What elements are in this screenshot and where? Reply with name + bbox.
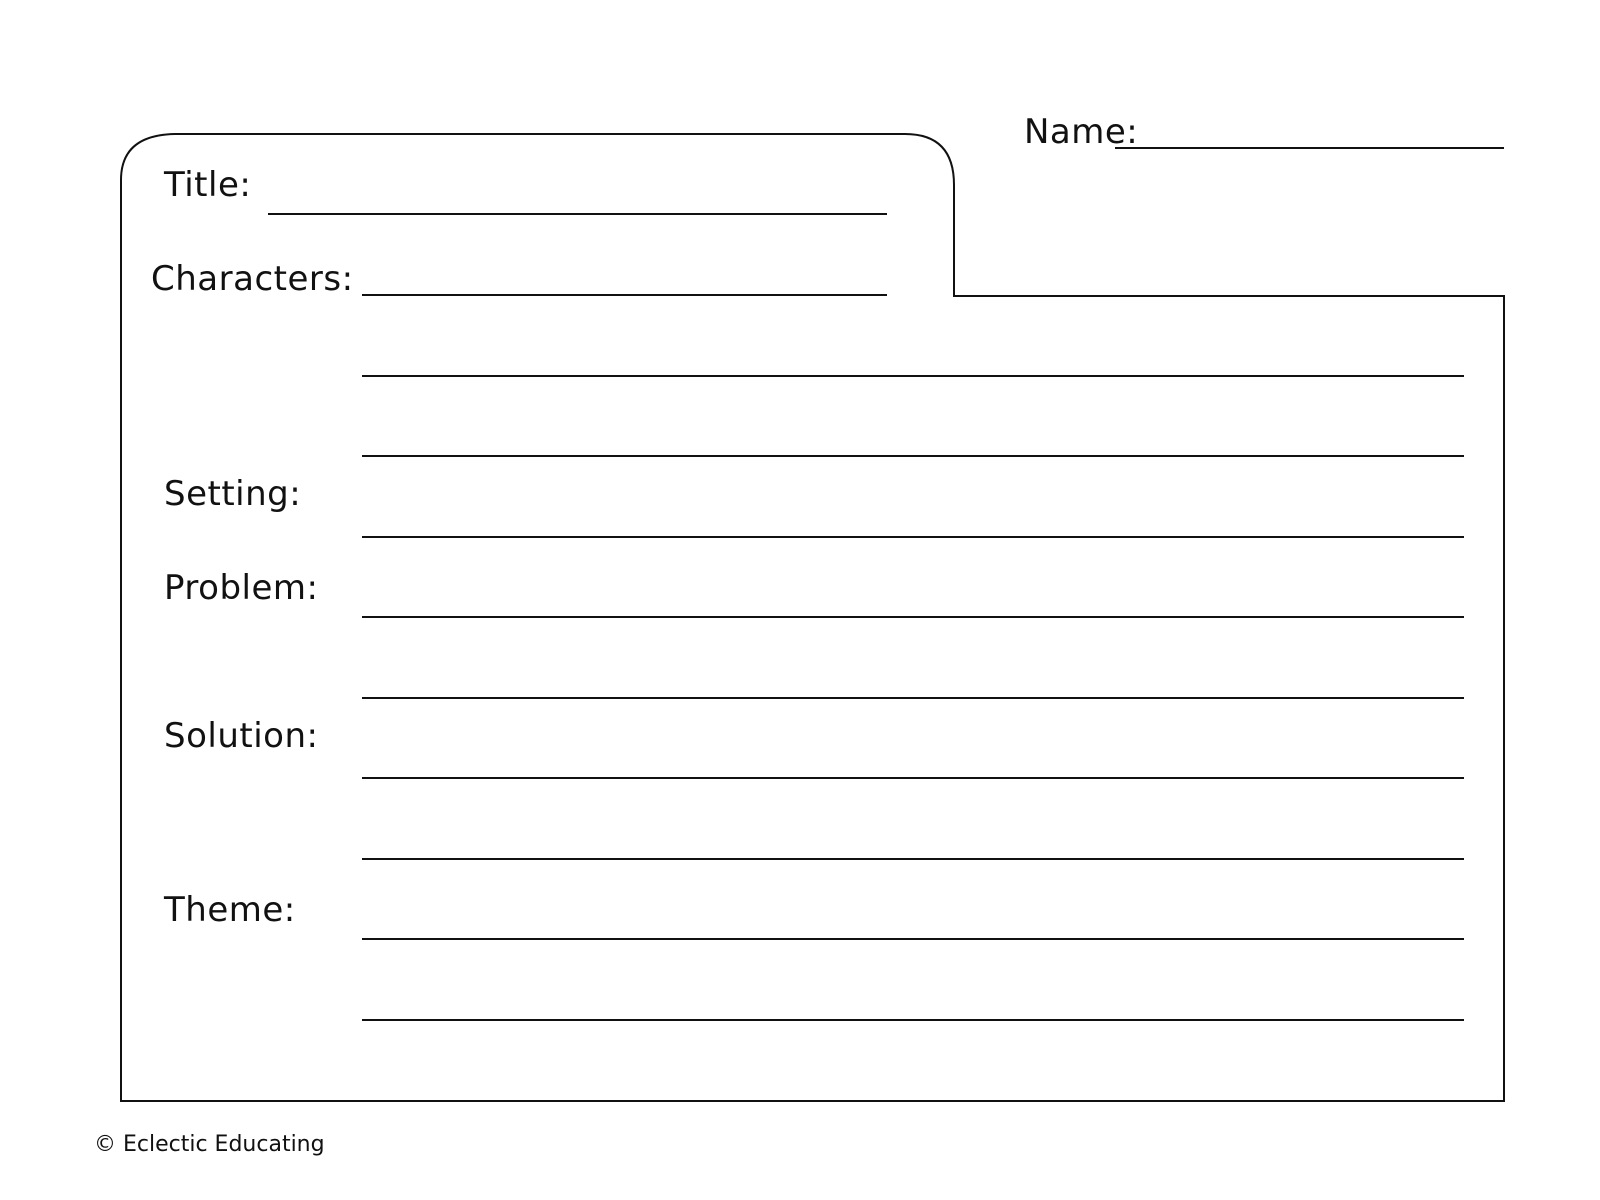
title-line[interactable] <box>268 213 887 215</box>
characters-line-1[interactable] <box>362 294 887 296</box>
setting-label: Setting: <box>164 474 302 514</box>
problem-line-1[interactable] <box>362 616 1464 618</box>
theme-label: Theme: <box>164 890 296 930</box>
theme-line-2[interactable] <box>362 1019 1464 1021</box>
solution-label: Solution: <box>164 716 319 756</box>
characters-line-3[interactable] <box>362 455 1464 457</box>
name-label: Name: <box>1024 112 1139 152</box>
characters-label: Characters: <box>151 259 354 299</box>
theme-line-1[interactable] <box>362 938 1464 940</box>
problem-line-2[interactable] <box>362 697 1464 699</box>
solution-line-2[interactable] <box>362 858 1464 860</box>
characters-line-2[interactable] <box>362 375 1464 377</box>
setting-line[interactable] <box>362 536 1464 538</box>
solution-line-1[interactable] <box>362 777 1464 779</box>
problem-label: Problem: <box>164 568 319 608</box>
copyright-notice: © Eclectic Educating <box>94 1132 325 1157</box>
name-line[interactable] <box>1115 147 1504 149</box>
title-label: Title: <box>164 165 252 205</box>
